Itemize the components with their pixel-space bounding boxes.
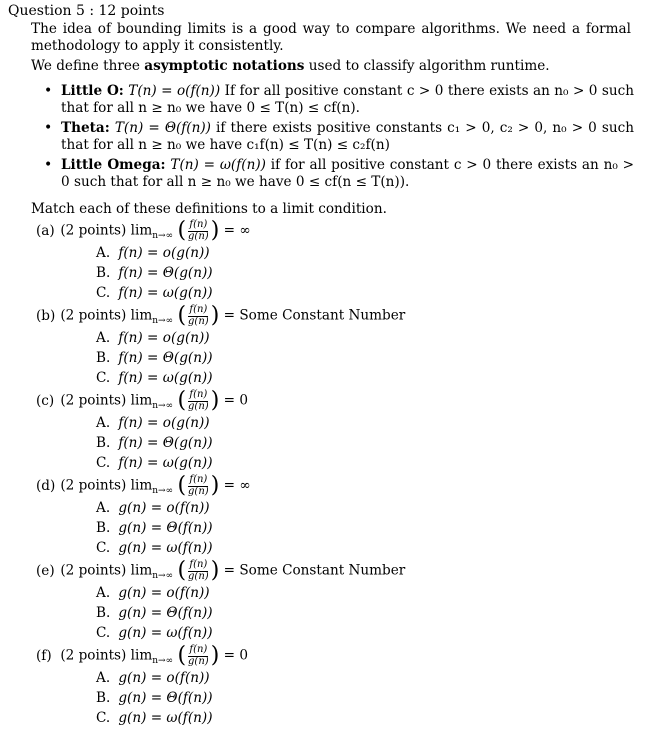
left-paren-icon: ( — [177, 303, 187, 328]
option-letter: A. — [96, 500, 111, 516]
part-label: (a) — [36, 222, 55, 239]
part-label: (f) — [36, 647, 52, 664]
limit-result: = Some Constant Number — [223, 562, 406, 579]
definition-text: if there exists positive constants c₁ > 0, c₂ > 0, n₀ > 0 such that for all n ≥ n₀ we have c₁f(n) ≤ T(n) ≤ c₂f(n) — [61, 120, 634, 153]
option-letter: C. — [96, 370, 111, 386]
option-text: g(n) = Θ(f(n)) — [118, 605, 213, 621]
definition-text: if for all positive constant c > 0 there exists an n₀ > 0 such that for all n ≥ n₀ we have 0 ≤ cf(n ≤ T(n)). — [61, 157, 634, 190]
part-e-option-a[interactable] — [96, 585, 210, 602]
option-letter: C. — [96, 540, 111, 556]
definition-formula: T(n) = ω(f(n)) — [170, 157, 266, 173]
intro-paragraph: The idea of bounding limits is a good way to compare algorithms. We need a formal methodology to apply it consistently. — [31, 21, 631, 54]
option-letter: B. — [96, 265, 111, 281]
limit-subscript: n→∞ — [152, 656, 174, 667]
part-d-option-c[interactable] — [96, 540, 213, 557]
part-b-option-c[interactable] — [96, 370, 213, 387]
option-text: g(n) = o(f(n)) — [118, 585, 210, 601]
option-text: f(n) = Θ(g(n)) — [118, 350, 213, 366]
right-paren-icon: ) — [210, 558, 220, 583]
option-text: f(n) = o(g(n)) — [118, 245, 210, 261]
part-e-limit — [36, 560, 636, 582]
bullet-icon: • — [44, 83, 53, 99]
limit-result: = 0 — [223, 392, 248, 409]
limit-result: = Some Constant Number — [223, 307, 406, 324]
right-paren-icon: ) — [210, 473, 220, 498]
option-text: f(n) = ω(g(n)) — [118, 455, 213, 471]
part-points: (2 points) — [60, 477, 127, 494]
part-d-limit — [36, 475, 636, 497]
option-text: g(n) = ω(f(n)) — [118, 540, 213, 556]
part-label: (d) — [36, 477, 56, 494]
limit-operator: lim — [130, 392, 153, 409]
fraction-numerator: f(n) — [189, 219, 208, 230]
part-d-option-a[interactable] — [96, 500, 210, 517]
option-text: g(n) = Θ(f(n)) — [118, 690, 213, 706]
part-e-option-c[interactable] — [96, 625, 213, 642]
option-text: g(n) = ω(f(n)) — [118, 710, 213, 726]
option-letter: A. — [96, 585, 111, 601]
part-d-option-b[interactable] — [96, 520, 213, 537]
limit-operator: lim — [130, 222, 153, 239]
fraction — [187, 475, 210, 497]
part-label: (e) — [36, 562, 55, 579]
definition-term: Little O: — [61, 83, 124, 99]
option-letter: C. — [96, 710, 111, 726]
part-c-option-b[interactable] — [96, 435, 213, 452]
option-text: f(n) = Θ(g(n)) — [118, 265, 213, 281]
option-text: f(n) = ω(g(n)) — [118, 285, 213, 301]
left-paren-icon: ( — [177, 558, 187, 583]
option-letter: C. — [96, 455, 111, 471]
definition-intro-after: used to classify algorithm runtime. — [304, 58, 550, 74]
fraction-denominator: g(n) — [188, 485, 209, 497]
fraction-denominator: g(n) — [188, 570, 209, 582]
option-letter: B. — [96, 690, 111, 706]
limit-operator: lim — [130, 562, 153, 579]
limit-result: = 0 — [223, 647, 248, 664]
part-a-option-c[interactable] — [96, 285, 213, 302]
fraction-denominator: g(n) — [188, 230, 209, 242]
part-f-option-a[interactable] — [96, 670, 210, 687]
option-text: g(n) = o(f(n)) — [118, 500, 210, 516]
fraction-numerator: f(n) — [189, 644, 208, 655]
part-b-limit — [36, 305, 636, 327]
limit-operator: lim — [130, 647, 153, 664]
right-paren-icon: ) — [210, 303, 220, 328]
option-text: f(n) = Θ(g(n)) — [118, 435, 213, 451]
limit-subscript: n→∞ — [152, 486, 174, 497]
part-e-option-b[interactable] — [96, 605, 213, 622]
option-letter: B. — [96, 435, 111, 451]
fraction — [187, 645, 210, 667]
fraction-numerator: f(n) — [189, 559, 208, 570]
definition-little-omega — [44, 157, 634, 190]
fraction — [187, 305, 210, 327]
right-paren-icon: ) — [210, 643, 220, 668]
option-text: f(n) = o(g(n)) — [118, 330, 210, 346]
part-b-option-b[interactable] — [96, 350, 213, 367]
option-letter: C. — [96, 625, 111, 641]
part-c-option-a[interactable] — [96, 415, 210, 432]
part-points: (2 points) — [60, 562, 127, 579]
question-header: Question 5 : 12 points — [8, 3, 165, 19]
option-text: f(n) = ω(g(n)) — [118, 370, 213, 386]
right-paren-icon: ) — [210, 388, 220, 413]
fraction-numerator: f(n) — [189, 304, 208, 315]
definition-intro-bold: asymptotic notations — [144, 58, 305, 74]
part-label: (b) — [36, 307, 56, 324]
bullet-icon: • — [44, 120, 53, 136]
fraction — [187, 390, 210, 412]
part-b-option-a[interactable] — [96, 330, 210, 347]
option-letter: B. — [96, 350, 111, 366]
option-letter: A. — [96, 415, 111, 431]
definition-intro — [31, 58, 631, 75]
limit-subscript: n→∞ — [152, 231, 174, 242]
part-points: (2 points) — [60, 392, 127, 409]
part-a-option-b[interactable] — [96, 265, 213, 282]
part-c-option-c[interactable] — [96, 455, 213, 472]
fraction-denominator: g(n) — [188, 400, 209, 412]
fraction-numerator: f(n) — [189, 474, 208, 485]
option-text: g(n) = ω(f(n)) — [118, 625, 213, 641]
fraction — [187, 220, 210, 242]
part-f-option-b[interactable] — [96, 690, 213, 707]
fraction-numerator: f(n) — [189, 389, 208, 400]
limit-operator: lim — [130, 477, 153, 494]
limit-operator: lim — [130, 307, 153, 324]
part-label: (c) — [36, 392, 55, 409]
part-f-option-c[interactable] — [96, 710, 213, 727]
limit-result: = ∞ — [223, 222, 251, 239]
right-paren-icon: ) — [210, 218, 220, 243]
definition-theta — [44, 120, 634, 153]
option-letter: B. — [96, 605, 111, 621]
limit-subscript: n→∞ — [152, 316, 174, 327]
limit-result: = ∞ — [223, 477, 251, 494]
limit-subscript: n→∞ — [152, 571, 174, 582]
left-paren-icon: ( — [177, 388, 187, 413]
option-letter: C. — [96, 285, 111, 301]
fraction — [187, 560, 210, 582]
left-paren-icon: ( — [177, 473, 187, 498]
part-points: (2 points) — [60, 222, 127, 239]
part-f-limit — [36, 645, 636, 667]
left-paren-icon: ( — [177, 218, 187, 243]
option-letter: B. — [96, 520, 111, 536]
definition-intro-before: We define three — [31, 58, 145, 74]
limit-subscript: n→∞ — [152, 401, 174, 412]
definition-term: Little Omega: — [61, 157, 166, 173]
part-a-limit — [36, 220, 636, 242]
option-letter: A. — [96, 670, 111, 686]
fraction-denominator: g(n) — [188, 315, 209, 327]
option-letter: A. — [96, 330, 111, 346]
definition-text: If for all positive constant c > 0 there exists an n₀ > 0 such that for all n ≥ n₀ we have 0 ≤ T(n) ≤ cf(n). — [61, 83, 634, 116]
match-prompt: Match each of these definitions to a limit condition. — [31, 201, 387, 217]
option-letter: A. — [96, 245, 111, 261]
left-paren-icon: ( — [177, 643, 187, 668]
definition-formula: T(n) = o(f(n)) — [128, 83, 221, 99]
part-a-option-a[interactable] — [96, 245, 210, 262]
part-c-limit — [36, 390, 636, 412]
definition-formula: T(n) = Θ(f(n)) — [114, 120, 211, 136]
option-text: f(n) = o(g(n)) — [118, 415, 210, 431]
option-text: g(n) = Θ(f(n)) — [118, 520, 213, 536]
part-points: (2 points) — [60, 647, 127, 664]
bullet-icon: • — [44, 157, 53, 173]
fraction-denominator: g(n) — [188, 655, 209, 667]
part-points: (2 points) — [60, 307, 127, 324]
definition-term: Theta: — [61, 120, 110, 136]
option-text: g(n) = o(f(n)) — [118, 670, 210, 686]
definition-little-o — [44, 83, 634, 116]
